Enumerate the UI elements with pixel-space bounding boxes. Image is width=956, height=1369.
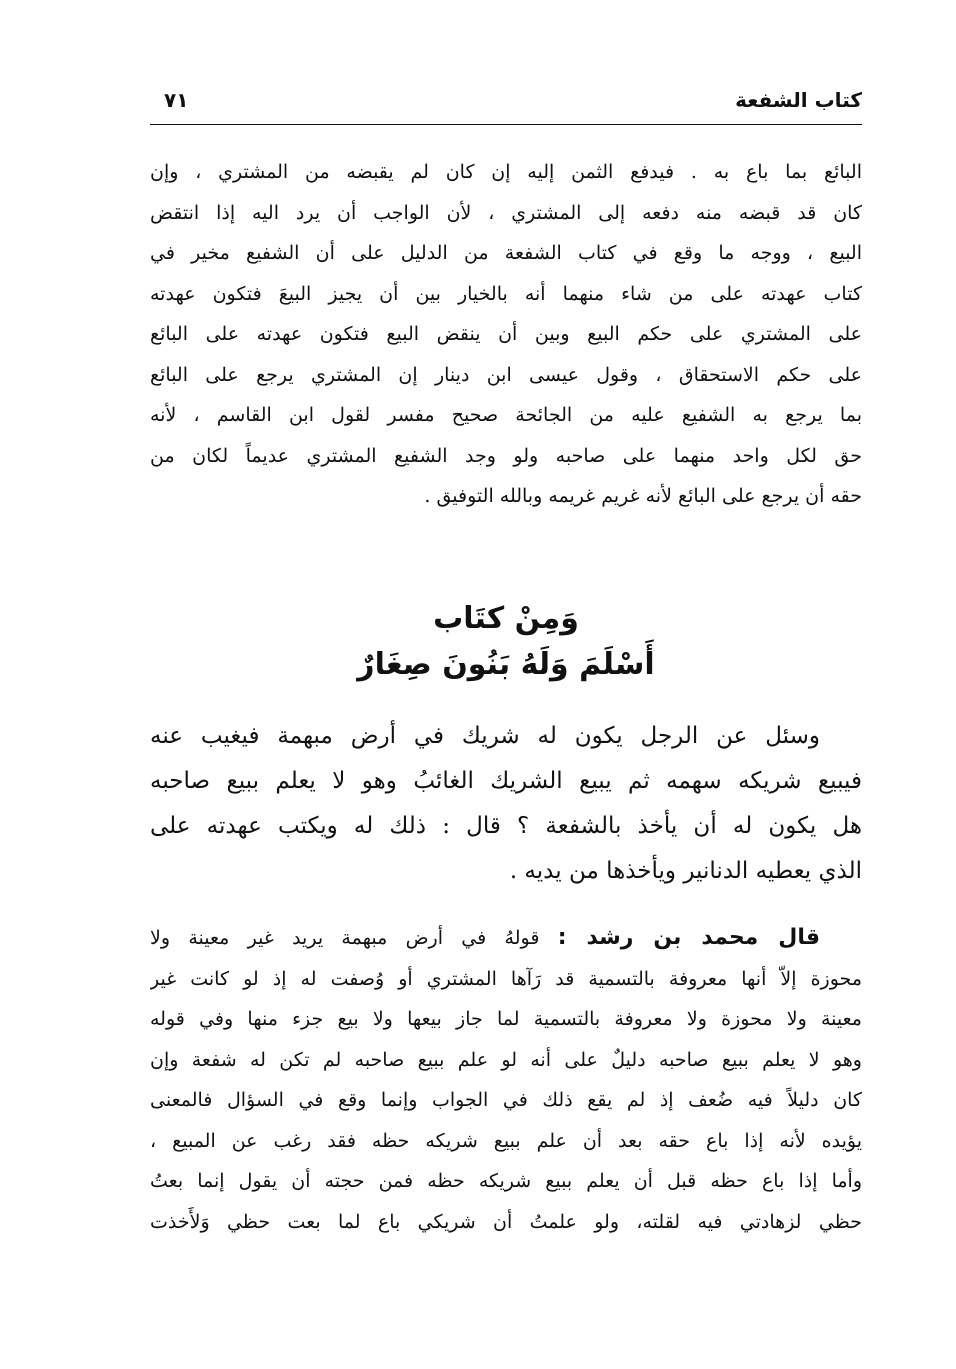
running-header [150,88,862,120]
text-line: محوزة إلاّ أنها معروفة بالتسمية قد رَآها المشتري أو وُصفت له إذ لو كانت غير [150,967,862,990]
text-line: وسئل عن الرجل يكون له شريك في أرض مبهمة فيغيب عنه [150,723,820,749]
text-line: معينة ولا محوزة ولا معروفة بالتسمية لما جاز بيعها ولا بيع جزء منها وفي قوله [150,1008,862,1030]
paragraph-2 [150,714,862,894]
text-line: البائع بما باع به . فيدفع الثمن إليه إن كان لم يقبضه من المشتري ، وإن [150,161,862,183]
header-rule [150,124,862,125]
page-number: ٧١ [164,88,189,112]
book-page [150,80,862,1340]
lead-in-author: قال محمد بن رشد : [557,925,820,950]
paragraph-1 [150,152,862,517]
text-line: الذي يعطيه الدنانير ويأخذها من يديه . [509,858,862,884]
text-line: فيبيع شريكه سهمه ثم يبيع الشريك الغائبُ وهو لا يعلم ببيع صاحبه [150,768,862,794]
text-line: بما يرجع به الشفيع عليه من الجائحة صحيح مفسر لقول ابن القاسم ، لأنه [150,404,862,426]
section-heading-line-2: أَسْلَمَ وَلَهُ بَنُونَ صِغَارٌ [357,647,655,682]
running-header-title: كتاب الشفعة [735,88,862,112]
paragraph-3 [150,918,862,1242]
text-line: وأما إذا باع حظه قبل أن يعلم ببيع شريكه حظه فمن حجته أن يقول إنما بعتُ [150,1170,862,1192]
section-heading-line-1: وَمِنْ كتَاب [433,601,579,636]
section-heading [150,596,862,688]
text-line: كان دليلاً فيه ضُعف إذ لم يقع ذلك في الجواب وإنما وقع في السؤال فالمعنى [150,1089,862,1111]
first-line-rest: قولهُ في أرض مبهمة يريد غير معينة ولا [150,927,558,949]
text-line: حق لكل واحد منهما على صاحبه ولو وجد الشفيع المشتري عديماً لكان من [150,444,862,467]
text-line: كان قد قبضه منه دفعه إلى المشتري ، لأن الواجب أن يرد اليه إذا انتقض [150,201,862,224]
text-line: كتاب عهدته على من شاء منهما أنه بالخيار بين أن يجيز البيعَ فتكون عهدته [150,282,862,305]
text-line: البيع ، ووجه ما وقع في كتاب الشفعة من الدليل على أن الشفيع مخير في [150,242,862,264]
text-line: وهو لا يعلم ببيع صاحبه دليلٌ على أنه لو علم ببيع صاحبه لم تكن له شفعة وإن [150,1048,862,1071]
text-line-first [150,918,862,959]
text-line: حقه أن يرجع على البائع لأنه غريم غريمه وبالله التوفيق . [424,485,862,507]
text-line: يؤيده لأنه إذا باع حقه بعد أن علم ببيع شريكه حظه فقد رغب عن المبيع ، [150,1129,862,1152]
text-line: حظي لزهادتي فيه لقلته، ولو علمتُ أن شريكي باع لما بعت حظي وَلأَخذت [150,1210,862,1233]
text-line: هل يكون له أن يأخذ بالشفعة ؟ قال : ذلك له ويكتب عهدته على [150,813,862,839]
text-line: على المشتري على حكم البيع وبين أن ينقض البيع فتكون عهدته على البائع [150,323,862,345]
text-line: على حكم الاستحقاق ، وقول عيسى ابن دينار إن المشتري يرجع على البائع [150,363,862,386]
